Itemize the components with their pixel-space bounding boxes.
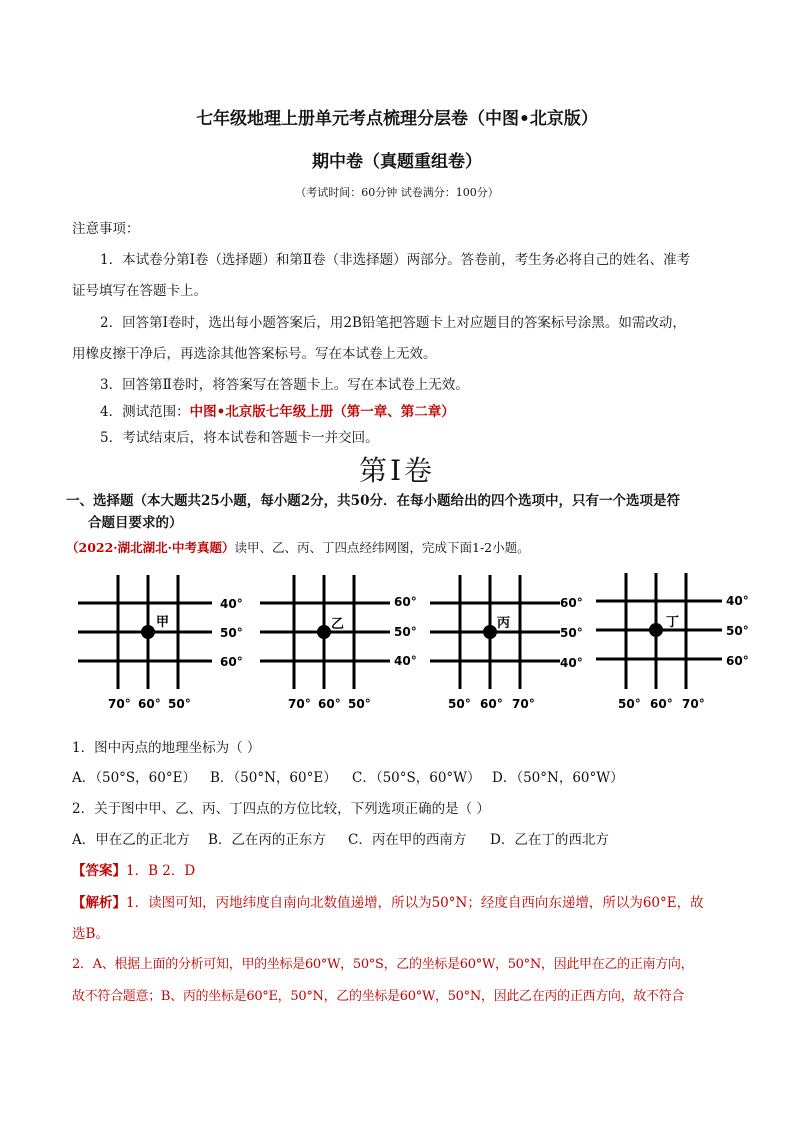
question-1-option-c: C．（50°S，60°W） — [352, 770, 481, 786]
point-marker-yi — [317, 625, 331, 639]
lat-lon-grid-figures — [60, 565, 760, 725]
question-2-stem: 2．关于图中甲、乙、丙、丁四点的方位比较，下列选项正确的是（ ） — [72, 801, 490, 817]
question-2-option-b: B．乙在丙的正东方 — [208, 832, 326, 848]
analysis-p2-cont: 故不符合题意；B、丙的坐标是60°E，50°N，乙的坐标是60°W，50°N，因此乙在丙的正西方向，故不符合 — [72, 989, 685, 1004]
lon-label: 50° — [348, 697, 371, 711]
lat-label: 60° — [726, 654, 749, 668]
part-title: 第Ⅰ卷 — [358, 454, 436, 487]
lat-label: 50° — [726, 624, 749, 638]
notice-item-2: 2．回答第Ⅰ卷时，选出每小题答案后，用2B铅笔把答题卡上对应题目的答案标号涂黑。如需改动， — [100, 315, 686, 331]
notice-heading: 注意事项： — [72, 221, 140, 237]
lat-label: 50° — [560, 626, 583, 640]
lat-label: 40° — [560, 656, 583, 670]
answer-label: 【答案】 — [72, 863, 126, 879]
lat-label: 50° — [394, 625, 417, 639]
analysis-p2: 2．A、根据上面的分析可知，甲的坐标是60°W，50°S，乙的坐标是60°W，50°N，因此甲在乙的正南方向， — [72, 957, 694, 972]
question-1-option-a: A．（50°S，60°E） — [72, 770, 196, 786]
exam-info: （考试时间：60分钟 试卷满分：100分） — [295, 186, 499, 199]
test-scope: 中图•北京版七年级上册（第一章、第二章） — [189, 404, 455, 420]
question-1-option-d: D．（50°N，60°W） — [492, 770, 624, 786]
point-label-bing: 丙 — [497, 616, 511, 631]
lat-label: 60° — [220, 655, 243, 669]
question-2-option-c: C．丙在甲的西南方 — [348, 832, 467, 848]
notice-item-5: 5．考试结束后，将本试卷和答题卡一并交回。 — [100, 430, 379, 446]
notice-item-2-cont: 用橡皮擦干净后，再选涂其他答案标号。写在本试卷上无效。 — [72, 346, 437, 362]
lon-label: 60° — [480, 697, 503, 711]
grid-figures-svg — [60, 565, 760, 725]
lat-label: 40° — [394, 654, 417, 668]
analysis-label: 【解析】 — [72, 895, 126, 911]
point-label-ding: 丁 — [666, 615, 680, 630]
lon-label: 70° — [288, 697, 311, 711]
question-intro-text: 读甲、乙、丙、丁四点经纬网图，完成下面1-2小题。 — [234, 540, 530, 555]
question-source: （2022·湖北湖北·中考真题） — [66, 540, 235, 555]
lon-label: 60° — [318, 697, 341, 711]
lon-label: 70° — [682, 697, 705, 711]
question-2-option-a: A．甲在乙的正北方 — [72, 832, 190, 848]
section-heading: 一、选择题（本大题共25小题，每小题2分，共50分．在每小题给出的四个选项中，只有一个选项是符 — [66, 493, 680, 509]
question-2-option-d: D．乙在丁的西北方 — [490, 832, 609, 848]
lon-label: 50° — [448, 697, 471, 711]
lat-label: 60° — [560, 596, 583, 610]
notice-item-4-prefix: 4．测试范围： — [100, 404, 190, 420]
lon-label: 60° — [650, 697, 673, 711]
point-label-yi: 乙 — [331, 617, 345, 632]
notice-item-4 — [100, 400, 455, 420]
point-marker-ding — [649, 623, 663, 637]
answer-line — [72, 859, 195, 879]
point-marker-bing — [483, 625, 497, 639]
document-subtitle: 期中卷（真题重组卷） — [312, 152, 482, 172]
question-intro — [66, 538, 530, 556]
question-1-stem: 1．图中丙点的地理坐标为（ ） — [72, 740, 261, 756]
analysis-p1: 1．读图可知，丙地纬度自南向北数值递增，所以为50°N；经度自西向东递增，所以为60°E，故 — [126, 895, 704, 911]
lat-label: 40° — [220, 597, 243, 611]
question-1-option-b: B．（50°N，60°E） — [210, 770, 337, 786]
lon-label: 70° — [108, 697, 131, 711]
analysis-p1-cont: 选B。 — [72, 926, 109, 942]
notice-item-1: 1．本试卷分第Ⅰ卷（选择题）和第Ⅱ卷（非选择题）两部分。答卷前，考生务必将自己的姓名、准考 — [100, 252, 691, 268]
lon-label: 50° — [168, 697, 191, 711]
lat-label: 40° — [726, 594, 749, 608]
document-title: 七年级地理上册单元考点梳理分层卷（中图•北京版） — [196, 109, 598, 129]
point-label-jia: 甲 — [156, 615, 170, 630]
lat-label: 50° — [220, 626, 243, 640]
section-heading-cont: 合题目要求的） — [88, 515, 183, 531]
lat-label: 60° — [394, 595, 417, 609]
analysis-line-1 — [72, 891, 704, 911]
lon-label: 60° — [138, 697, 161, 711]
lon-label: 50° — [618, 697, 641, 711]
notice-item-3: 3．回答第Ⅱ卷时，将答案写在答题卡上。写在本试卷上无效。 — [100, 377, 469, 393]
answer-text: 1．B 2．D — [126, 863, 196, 879]
lon-label: 70° — [512, 697, 535, 711]
point-marker-jia — [141, 625, 155, 639]
notice-item-1-cont: 证号填写在答题卡上。 — [72, 283, 207, 299]
